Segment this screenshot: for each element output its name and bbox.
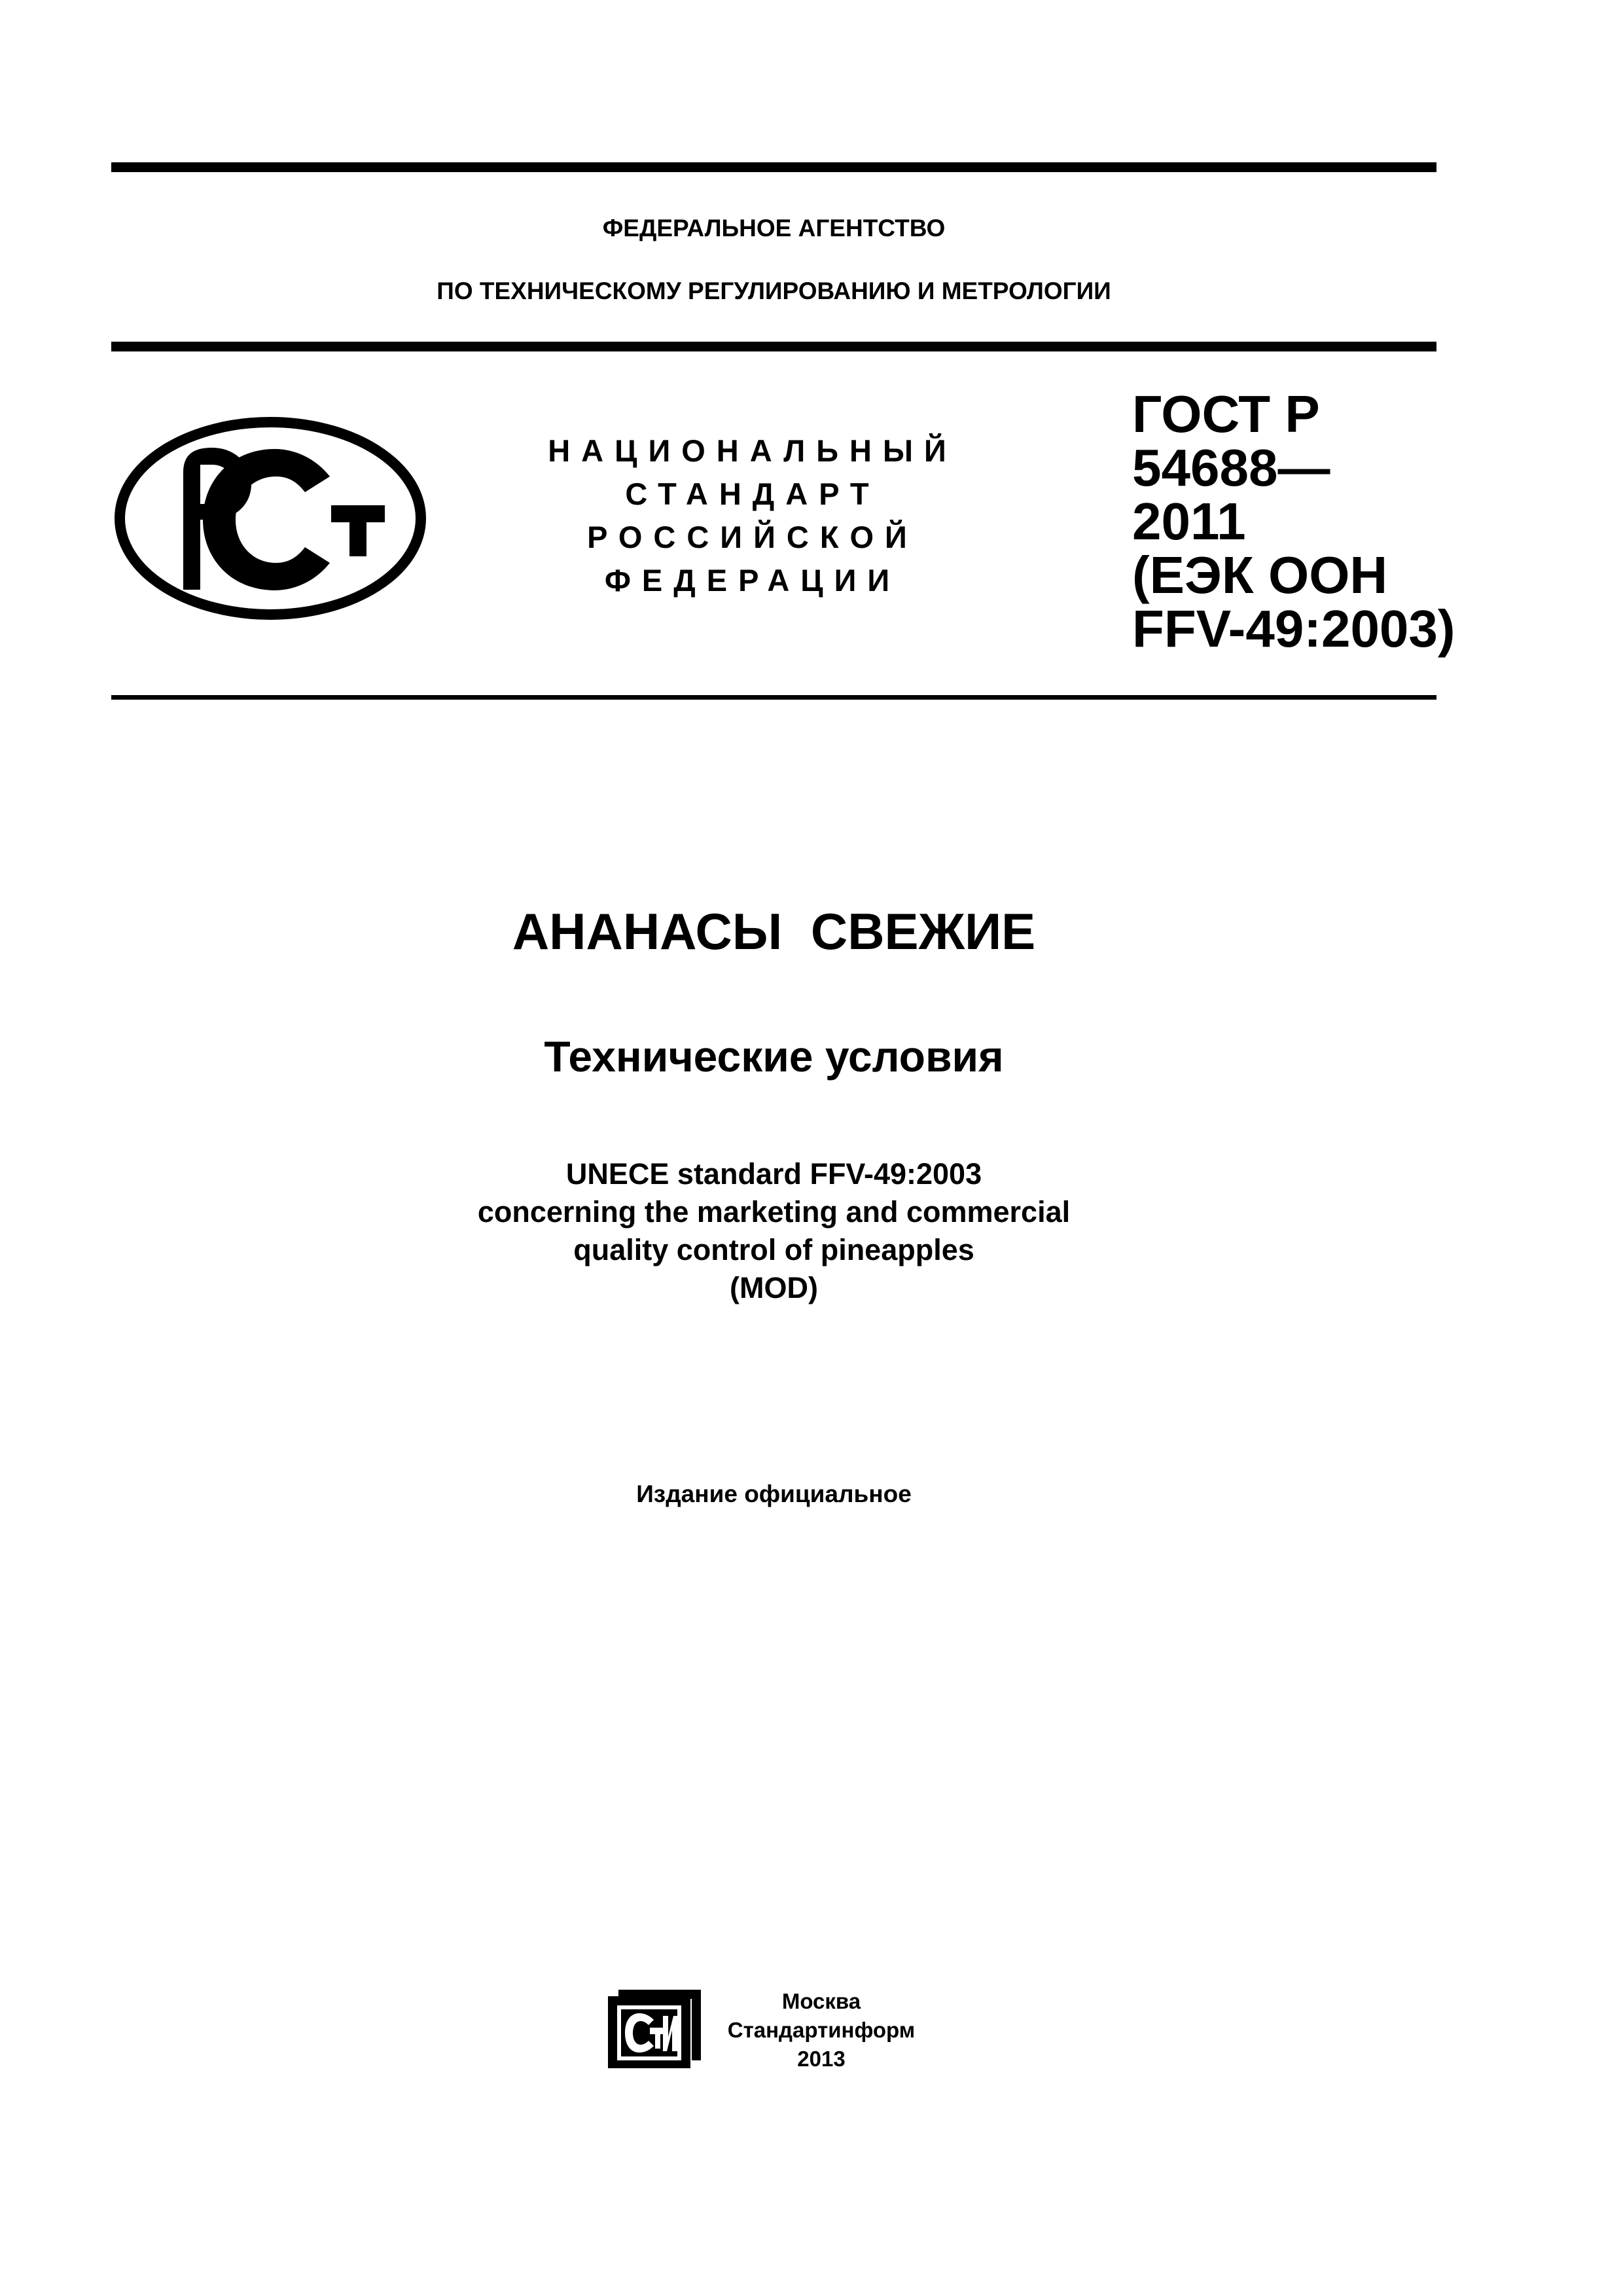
publisher-imprint bbox=[720, 1987, 923, 2073]
standartinform-logo-icon bbox=[605, 1987, 702, 2071]
edition-label: Издание официальное bbox=[636, 1480, 912, 1507]
agency-line-2: ПО ТЕХНИЧЕСКОМУ РЕГУЛИРОВАНИЮ И МЕТРОЛОГИИ bbox=[437, 278, 1111, 304]
top-rule bbox=[111, 162, 1436, 172]
unece-line-3: quality control of pineapples bbox=[573, 1233, 974, 1266]
designation-line-2: 54688— bbox=[1132, 439, 1330, 497]
standard-designation bbox=[1132, 385, 1455, 658]
publisher-city: Москва bbox=[781, 1989, 861, 2013]
designation-line-3: 2011 bbox=[1132, 492, 1246, 550]
document-subtitle: Технические условия bbox=[544, 1032, 1004, 1081]
designation-line-5: FFV-49:2003) bbox=[1132, 600, 1455, 658]
rst-certification-mark-icon bbox=[114, 416, 427, 620]
designation-line-4: (ЕЭК ООН bbox=[1132, 546, 1388, 604]
header-rule bbox=[111, 342, 1436, 351]
designation-rule bbox=[111, 695, 1436, 700]
unece-line-2: concerning the marketing and commercial bbox=[477, 1195, 1071, 1229]
publisher-year: 2013 bbox=[797, 2047, 846, 2071]
unece-line-4: (MOD) bbox=[730, 1271, 818, 1304]
national-standard-line-4: ФЕДЕРАЦИИ bbox=[604, 563, 901, 598]
document-title: АНАНАСЫ СВЕЖИЕ bbox=[512, 903, 1036, 960]
designation-line-1: ГОСТ Р bbox=[1132, 385, 1320, 443]
national-standard-line-1: НАЦИОНАЛЬНЫЙ bbox=[548, 433, 957, 468]
unece-reference bbox=[111, 1155, 1436, 1307]
national-standard-line-2: СТАНДАРТ bbox=[625, 476, 880, 511]
agency-line-1: ФЕДЕРАЛЬНОЕ АГЕНТСТВО bbox=[602, 215, 946, 242]
national-standard-line-3: РОССИЙСКОЙ bbox=[587, 520, 918, 554]
unece-line-1: UNECE standard FFV-49:2003 bbox=[565, 1157, 982, 1191]
publisher-name: Стандартинформ bbox=[727, 2018, 916, 2042]
